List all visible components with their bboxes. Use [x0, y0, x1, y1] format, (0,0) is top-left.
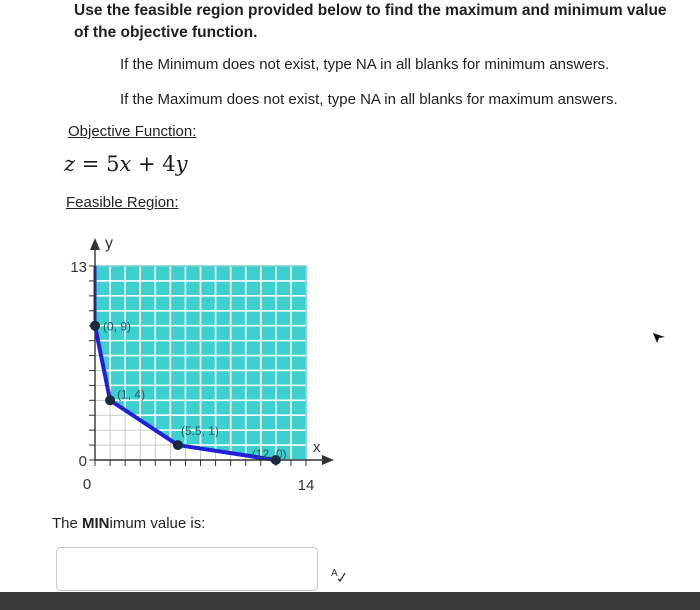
vertex-label: (0, 9) [103, 319, 132, 334]
y-tick-label-max: 13 [70, 259, 87, 276]
formula-var-y: y [175, 152, 188, 176]
feasible-region-chart [0, 225, 360, 515]
vertex-label: (1, 4) [117, 387, 146, 402]
y-tick-label-origin: 0 [78, 453, 87, 470]
bottom-bar [0, 592, 700, 610]
y-axis-arrow [90, 238, 100, 250]
formula-var-x: x [119, 152, 132, 176]
formula-coef-x: 5 [106, 152, 120, 176]
x-axis-arrow [322, 455, 334, 465]
x-tick-label-origin: 0 [82, 476, 92, 493]
vertex-label: (5.5, 1) [180, 424, 219, 439]
formula-equals: = [81, 152, 100, 176]
question-title: Use the feasible region provided below to find the maximum and minimum value of the objective function. [74, 2, 667, 41]
maximum-instruction: If the Maximum does not exist, type NA in all blanks for maximum answers. [120, 91, 618, 108]
cursor-arrow-icon [652, 330, 666, 349]
spell-check-icon[interactable] [330, 566, 346, 586]
minimum-instruction: If the Minimum does not exist, type NA in all blanks for minimum answers. [120, 56, 610, 73]
y-axis-label: y [105, 235, 113, 252]
x-tick-label-max: 14 [297, 477, 315, 494]
minimum-value-input[interactable] [56, 547, 318, 591]
vertex-point [105, 395, 115, 405]
vertex-point [90, 321, 100, 331]
min-label-post: imum value is: [109, 515, 206, 532]
minimum-value-label [52, 515, 205, 532]
min-label-pre: The [52, 515, 83, 532]
objective-formula [64, 152, 188, 176]
svg-text:A: A [331, 568, 338, 579]
objective-function-label: Objective Function: [68, 123, 197, 140]
feasible-region-label: Feasible Region: [66, 194, 179, 211]
vertex-point [173, 440, 183, 450]
formula-z: z [64, 152, 76, 176]
min-label-bold: MIN [82, 515, 110, 532]
x-axis-label: x [313, 439, 321, 456]
formula-coef-y: 4 [162, 152, 176, 176]
formula-plus: + [137, 152, 156, 176]
vertex-label: (12, 0) [251, 447, 287, 461]
